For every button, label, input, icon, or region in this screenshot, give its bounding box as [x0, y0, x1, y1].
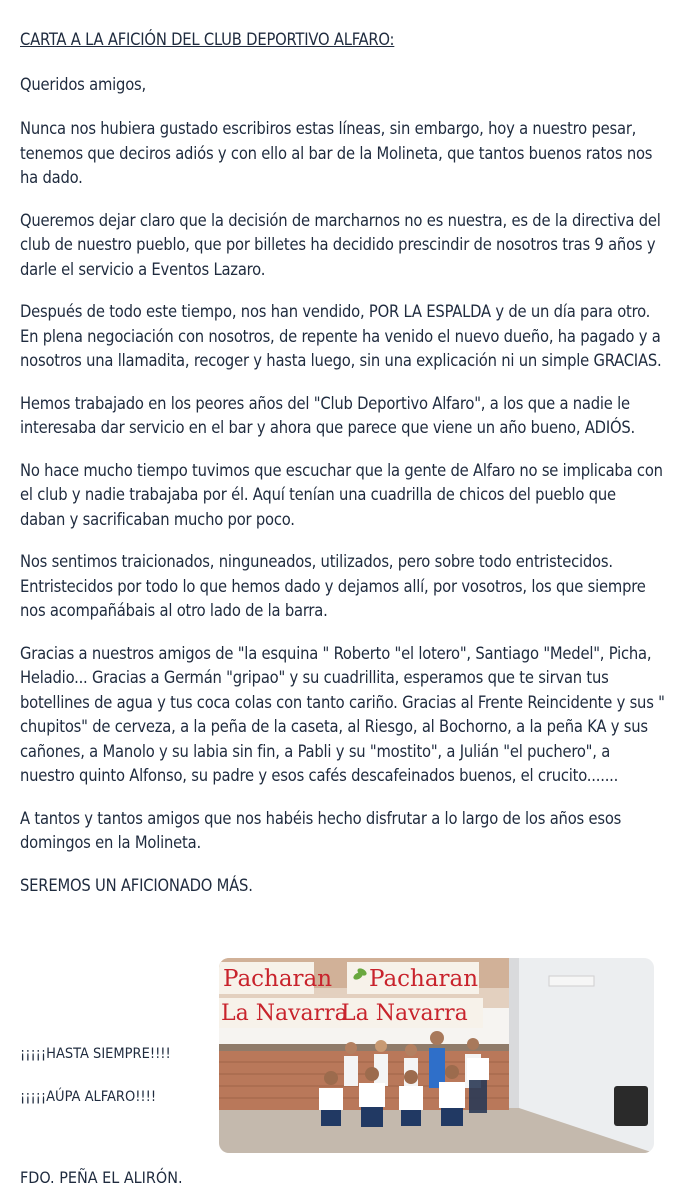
- letter-closing: SEREMOS UN AFICIONADO MÁS.: [20, 875, 253, 895]
- sign-left-top: Pacharan: [223, 966, 333, 992]
- letter-paragraph: Hemos trabajado en los peores años del "Club Deportivo Alfaro", a los que a nadie le interesaba dar servicio en el bar y ahora que parece que viene un año bueno, ADIÓS.: [20, 393, 636, 437]
- letter-paragraph: Nos sentimos traicionados, ninguneados, utilizados, pero sobre todo entristecidos. Entristecidos por todo lo que hemos dado y dejamos allí, por vosotros, los que siempre nos acompañábais al otro lado de la barra.: [20, 552, 646, 620]
- letter-greeting: Queridos amigos,: [20, 74, 146, 94]
- letter-paragraph: No hace mucho tiempo tuvimos que escuchar que la gente de Alfaro no se implicaba con el club y nadie trabajaba por él. Aquí tenían una cuadrilla de chicos del pueblo que daban y sacrificaban mucho por poco.: [20, 460, 663, 529]
- letter-paragraph: Después de todo este tiempo, nos han vendido, POR LA ESPALDA y de un día para otro. En plena negociación con nosotros, de repente ha venido el nuevo dueño, ha pagado y a nosotros una llamadita, recoger y hasta luego, sin una explicación ni un simple GRACIAS.: [20, 302, 662, 370]
- sign-right-top: Pacharan: [369, 966, 479, 992]
- group-photo: [219, 958, 654, 1153]
- cheer-hasta-siempre: ¡¡¡¡¡HASTA SIEMPRE!!!!: [20, 1046, 171, 1062]
- letter-body: [20, 28, 665, 898]
- letter-paragraph: Nunca nos hubiera gustado escribiros estas líneas, sin embargo, hoy a nuestro pesar, tenemos que deciros adiós y con ello al bar de la Molineta, que tantos buenos ratos nos ha dado.: [20, 119, 653, 187]
- letter-title: CARTA A LA AFICIÓN DEL CLUB DEPORTIVO ALFARO:: [20, 30, 395, 49]
- letter-paragraph: Gracias a nuestros amigos de "la esquina " Roberto "el lotero", Santiago "Medel", Picha, Heladio... Gracias a Germán "gripao" y su cuadrillita, esperamos que te sirvan tus botellines de agua y tus coca colas con tanto cariño. Gracias al Frente Reincidente y sus " chupitos" de cerveza, a la peña de la caseta, al Riesgo, al Bochorno, a la peña KA y sus cañones, a Manolo y su labia sin fin, a Pabli y su "mostito", a Julián "el puchero", a nuestro quinto Alfonso, su padre y esos cafés descafeinados buenos, el crucito.......: [20, 643, 665, 785]
- cheer-aupa-alfaro: ¡¡¡¡¡AÚPA ALFARO!!!!: [20, 1089, 157, 1105]
- sign-right-bottom: La Navarra: [341, 1001, 468, 1026]
- letter-paragraph: Queremos dejar claro que la decisión de marcharnos no es nuestra, es de la directiva del club de nuestro pueblo, que por billetes ha decidido prescindir de nosotros tras 9 años y darle el servicio a Eventos Lazaro.: [20, 210, 661, 279]
- sign-left-bottom: La Navarra: [221, 1001, 348, 1026]
- signature: FDO. PEÑA EL ALIRÓN.: [20, 1168, 183, 1187]
- letter-paragraph: A tantos y tantos amigos que nos habéis hecho disfrutar a lo largo de los años esos domingos en la Molineta.: [20, 808, 622, 852]
